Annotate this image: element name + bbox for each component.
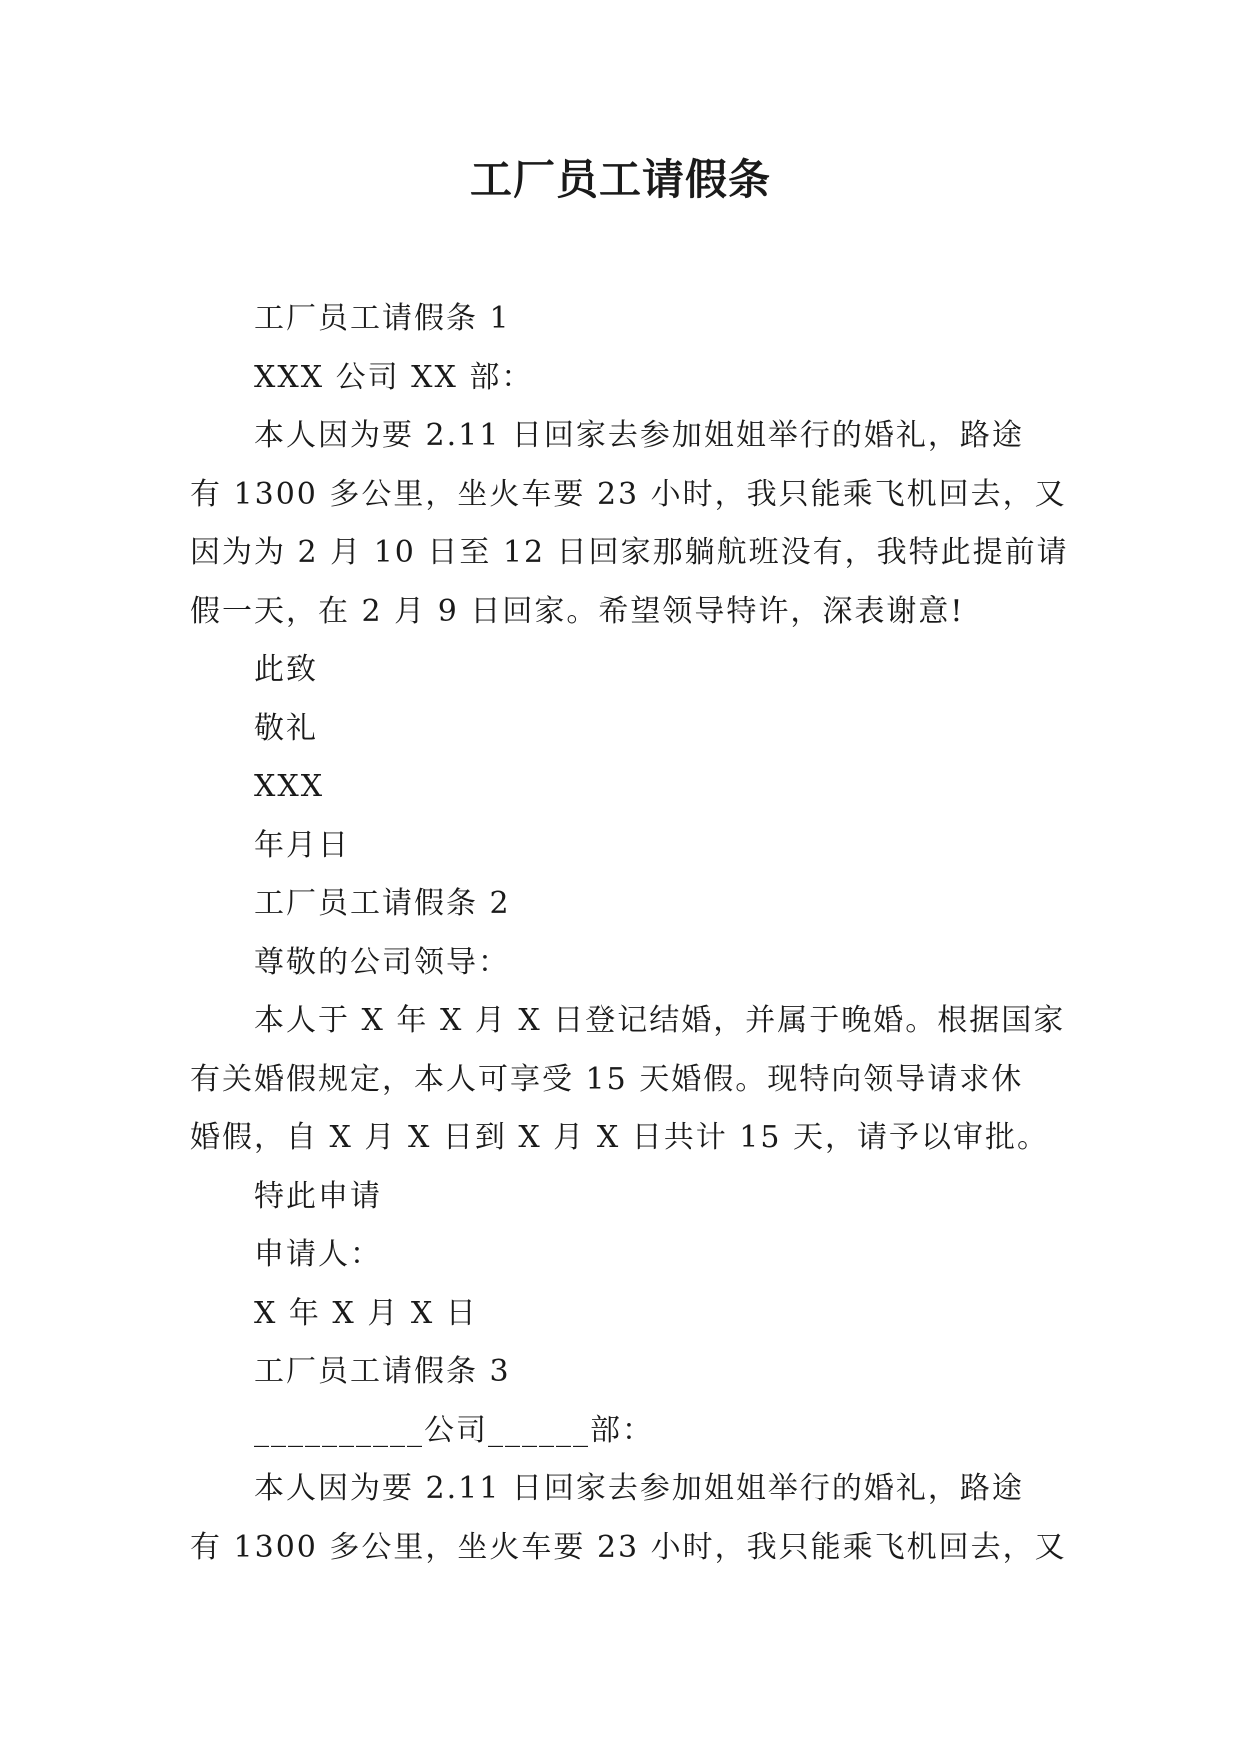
paragraph-line: 有关婚假规定，本人可享受 15 天婚假。现特向领导请求休 — [190, 1061, 1024, 1097]
note-heading: 工厂员工请假条 2 — [254, 886, 511, 921]
paragraph-line: 有 1300 多公里，坐火车要 23 小时，我只能乘飞机回去，又 — [190, 476, 1067, 512]
addressee: __________公司______部： — [254, 1412, 654, 1448]
paragraph-line: 本人因为要 2.11 日回家去参加姐姐举行的婚礼，路途 — [254, 1471, 1024, 1506]
signature-date: X 年 X 月 X 日 — [254, 1295, 478, 1331]
paragraph-line: 假一天，在 2 月 9 日回家。希望领导特许，深表谢意! — [190, 593, 965, 629]
closing-line: 此致 — [254, 652, 318, 687]
closing-line: 敬礼 — [254, 710, 318, 746]
paragraph-line: 本人因为要 2.11 日回家去参加姐姐举行的婚礼，路途 — [254, 418, 1024, 453]
document-title: 工厂员工请假条 — [469, 155, 771, 204]
note-heading: 工厂员工请假条 1 — [254, 301, 511, 336]
document-body — [190, 290, 1069, 1577]
paragraph-line: 有 1300 多公里，坐火车要 23 小时，我只能乘飞机回去，又 — [190, 1529, 1067, 1565]
signature-date: 年月日 — [254, 827, 350, 863]
addressee: XXX 公司 XX 部： — [254, 359, 534, 395]
paragraph-line: 婚假，自 X 月 X 日到 X 月 X 日共计 15 天，请予以审批。 — [190, 1120, 1049, 1155]
applicant-label: 申请人： — [254, 1237, 382, 1272]
note-heading: 工厂员工请假条 3 — [254, 1354, 511, 1389]
addressee: 尊敬的公司领导： — [254, 944, 510, 980]
paragraph-line: 本人于 X 年 X 月 X 日登记结婚，并属于晚婚。根据国家 — [254, 1003, 1066, 1038]
signature-name: XXX — [254, 769, 325, 804]
paragraph-line: 因为为 2 月 10 日至 12 日回家那躺航班没有，我特此提前请 — [190, 535, 1069, 570]
closing-line: 特此申请 — [254, 1178, 382, 1214]
